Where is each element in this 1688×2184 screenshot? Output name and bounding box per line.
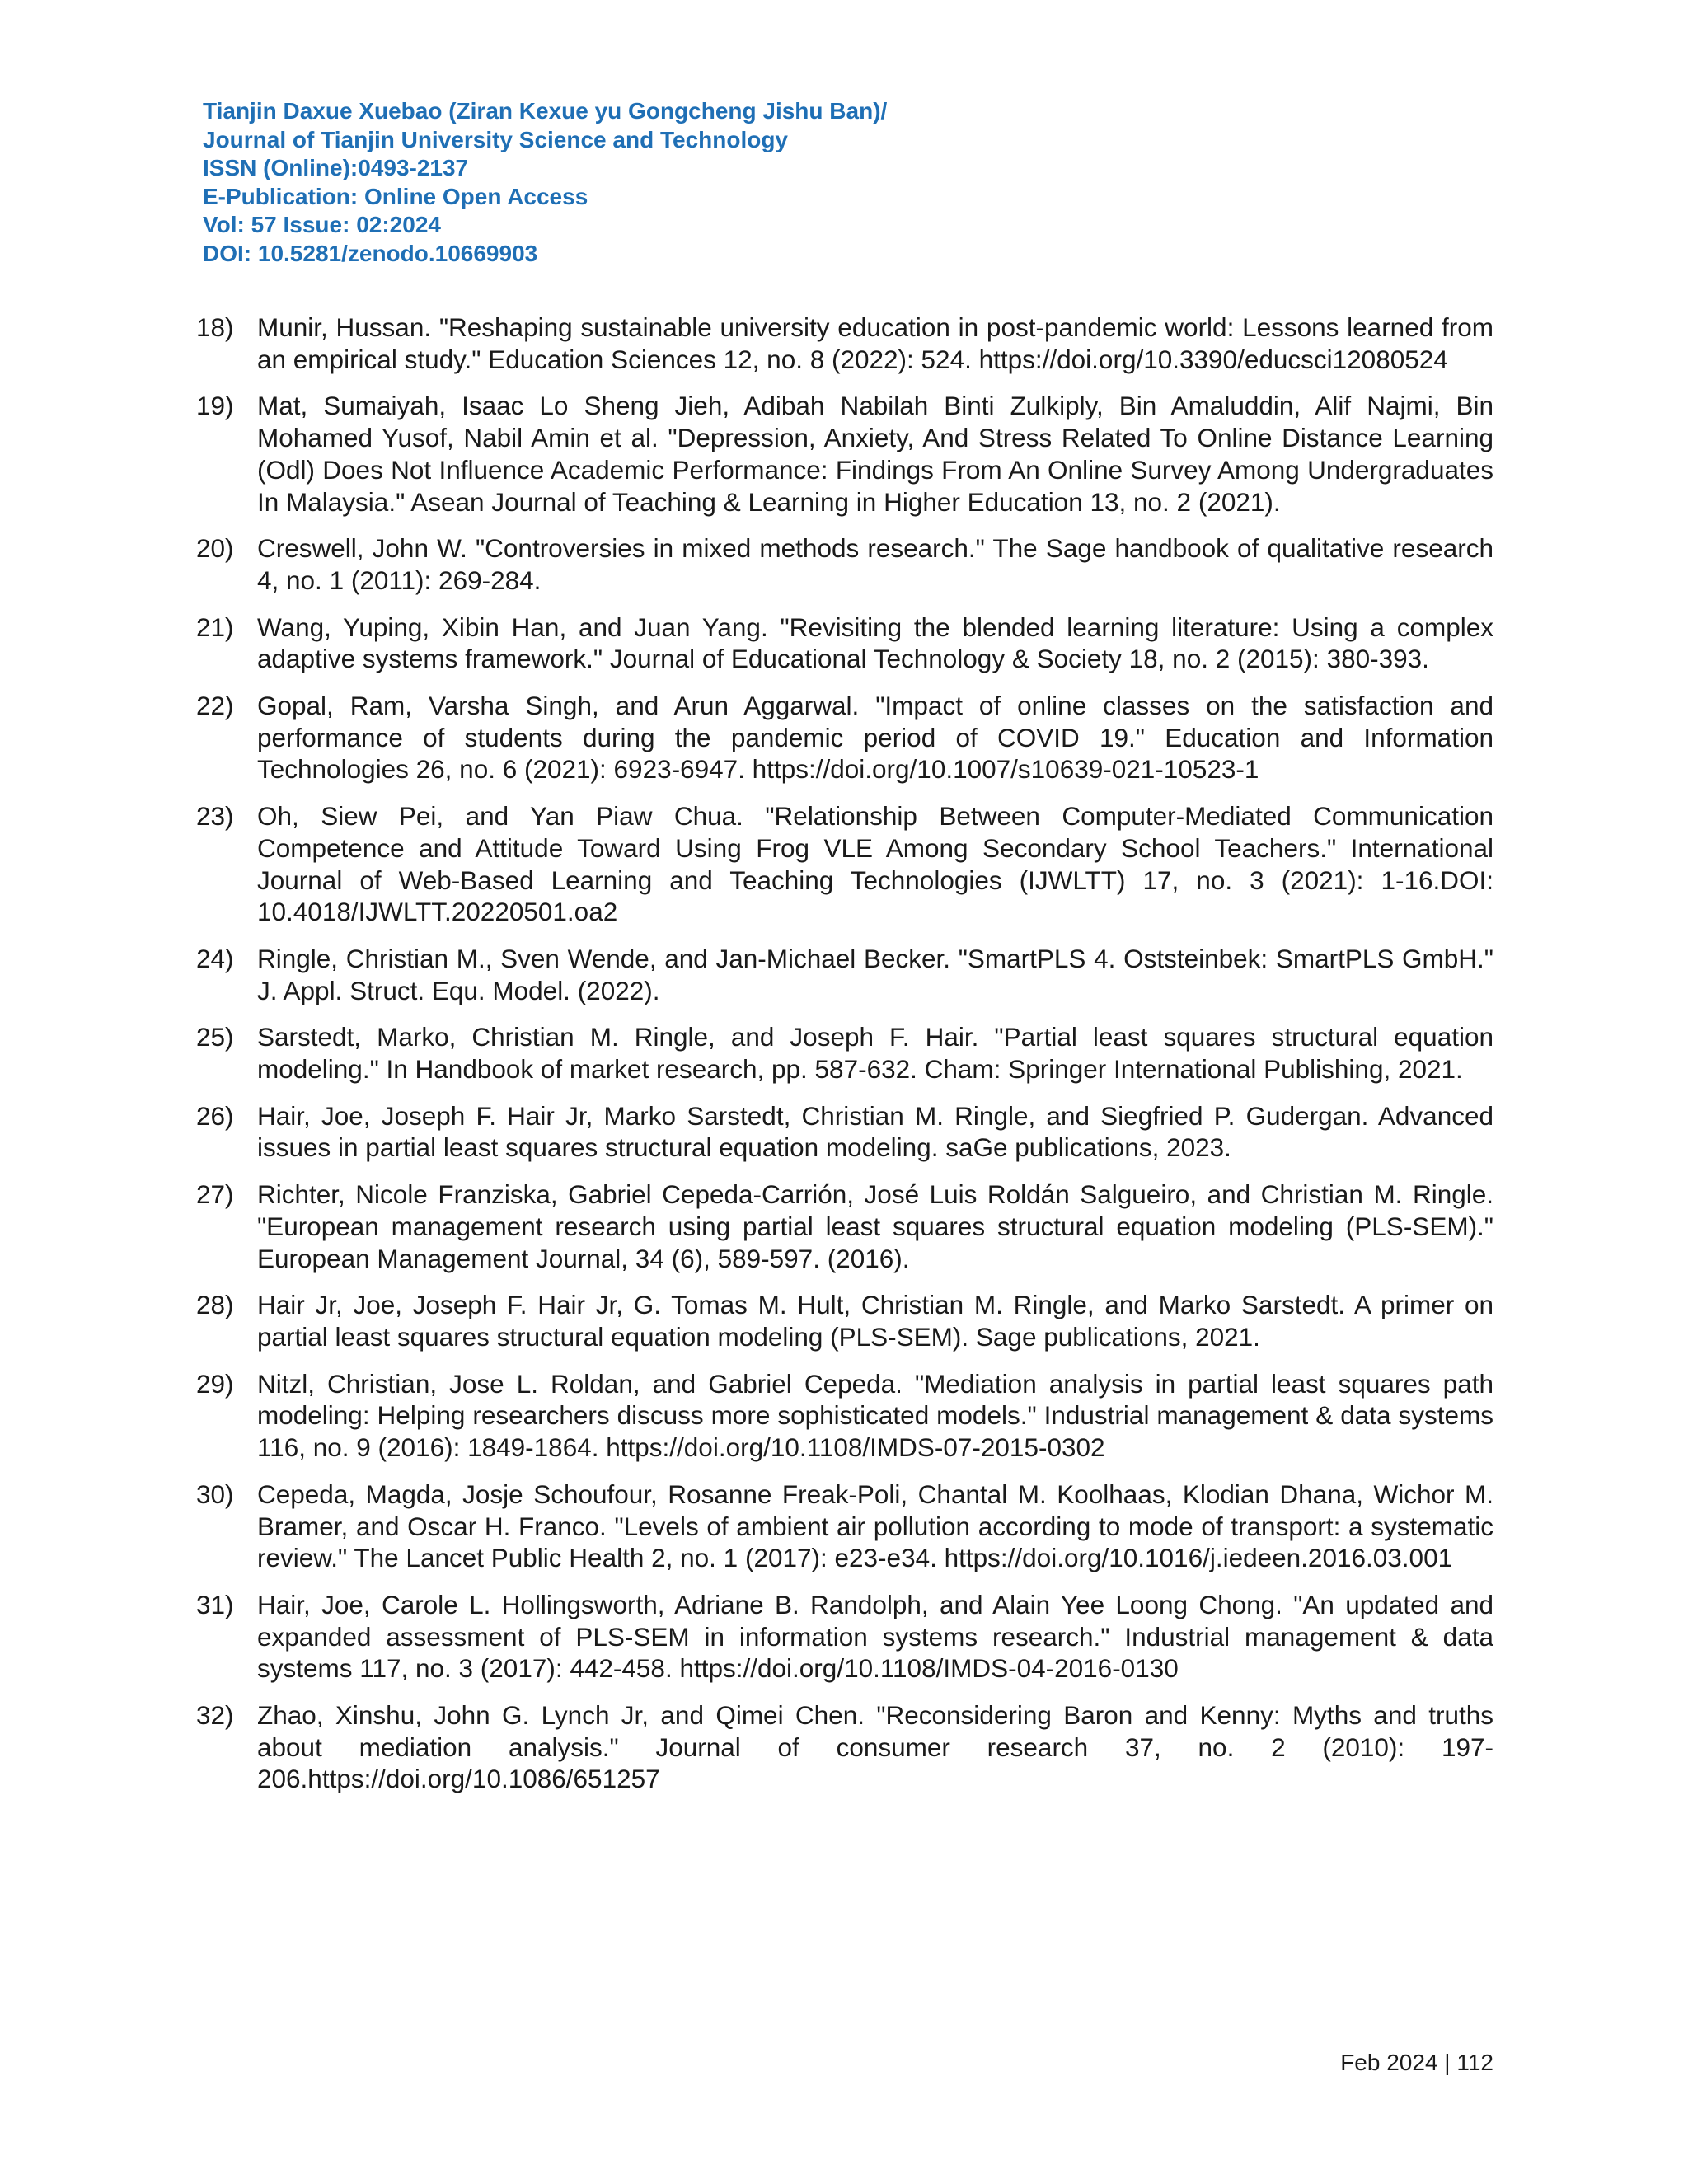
reference-text: Gopal, Ram, Varsha Singh, and Arun Aggarwal. "Impact of online classes on the satisfaction and performance of students during the pandemic period of COVID 19." Education and Information Technologies 26, no. 6 (2021): 6923-6947. https://doi.org/10.1007/s10639-021-10523-1 [257,691,1493,785]
reference-item [196,1699,1493,1795]
reference-number: 29) [196,1368,234,1399]
reference-number: 18) [196,312,234,342]
publication-type-line: E-Publication: Online Open Access [203,183,588,209]
reference-item [196,800,1493,928]
reference-list [196,312,1493,1810]
reference-item [196,1289,1493,1352]
reference-item [196,1100,1493,1164]
reference-item [196,943,1493,1006]
reference-number: 31) [196,1589,234,1619]
reference-text: Wang, Yuping, Xibin Han, and Juan Yang. "Revisiting the blended learning literature: Using a complex adaptive systems framework." Journal of Educational Technology & Society 18, no. 2 (2015): 380-393. [257,612,1493,674]
reference-item [196,312,1493,375]
reference-number: 23) [196,801,234,832]
reference-number: 21) [196,612,234,642]
reference-number: 22) [196,691,234,721]
reference-number: 27) [196,1179,234,1210]
reference-item [196,532,1493,596]
reference-item [196,1021,1493,1085]
reference-text: Hair, Joe, Carole L. Hollingsworth, Adriane B. Randolph, and Alain Yee Loong Chong. "An updated and expanded assessment of PLS-SEM in information systems research." Industrial management & data systems 117, no. 3 (2017): 442-458. https://doi.org/10.1108/IMDS-04-2016-0130 [257,1589,1493,1684]
reference-text: Zhao, Xinshu, John G. Lynch Jr, and Qimei Chen. "Reconsidering Baron and Kenny: Myths and truths about mediation analysis." Journal of consumer research 37, no. 2 (2010): 197-206.https://doi.org/10.1086/651257 [257,1700,1493,1794]
reference-text: Richter, Nicole Franziska, Gabriel Cepeda-Carrión, José Luis Roldán Salgueiro, and Christian M. Ringle. "European management research using partial least squares structural equation modeling (PLS-SEM)." European Management Journal, 34 (6), 589-597. (2016). [257,1179,1493,1273]
reference-text: Hair, Joe, Joseph F. Hair Jr, Marko Sarstedt, Christian M. Ringle, and Siegfried P. Gudergan. Advanced issues in partial least squares structural equation modeling. saGe publications, 2023. [257,1100,1493,1163]
reference-number: 28) [196,1290,234,1320]
reference-number: 25) [196,1022,234,1052]
journal-title-line: Tianjin Daxue Xuebao (Ziran Kexue yu Gongcheng Jishu Ban)/ [203,98,888,124]
reference-number: 24) [196,943,234,973]
doi-line: DOI: 10.5281/zenodo.10669903 [203,240,538,266]
reference-item [196,1179,1493,1274]
journal-header [203,97,1357,268]
reference-text: Ringle, Christian M., Sven Wende, and Jan-Michael Becker. "SmartPLS 4. Oststeinbek: SmartPLS GmbH." J. Appl. Struct. Equ. Model. (2022). [257,943,1493,1005]
reference-item [196,1589,1493,1685]
reference-text: Cepeda, Magda, Josje Schoufour, Rosanne Freak-Poli, Chantal M. Koolhaas, Klodian Dhana, Wichor M. Bramer, and Oscar H. Franco. "Levels of ambient air pollution according to mode of transport: a systematic review." The Lancet Public Health 2, no. 1 (2017): e23-e34. https://doi.org/10.1016/j.iedeen.2016.03.001 [257,1479,1493,1573]
reference-text: Creswell, John W. "Controversies in mixed methods research." The Sage handbook of qualitative research 4, no. 1 (2011): 269-284. [257,533,1493,595]
reference-number: 26) [196,1100,234,1131]
reference-item [196,390,1493,518]
issn-line: ISSN (Online):0493-2137 [203,155,469,180]
reference-item [196,612,1493,675]
journal-english-title: Journal of Tianjin University Science and Technology [203,126,789,152]
reference-number: 30) [196,1479,234,1509]
reference-number: 20) [196,533,234,564]
page-footer: Feb 2024 | 112 [1340,2050,1493,2075]
reference-item [196,1479,1493,1574]
reference-item [196,1368,1493,1464]
reference-text: Oh, Siew Pei, and Yan Piaw Chua. "Relationship Between Computer-Mediated Communication Competence and Attitude Toward Using Frog VLE Among Secondary School Teachers." International Journal of Web-Based Learning and Teaching Technologies (IJWLTT) 17, no. 3 (2021): 1-16.DOI: 10.4018/IJWLTT.20220501.oa2 [257,801,1493,927]
reference-text: Sarstedt, Marko, Christian M. Ringle, and Joseph F. Hair. "Partial least squares structural equation modeling." In Handbook of market research, pp. 587-632. Cham: Springer International Publishing, 2021. [257,1022,1493,1085]
reference-text: Mat, Sumaiyah, Isaac Lo Sheng Jieh, Adibah Nabilah Binti Zulkiply, Bin Amaluddin, Alif Najmi, Bin Mohamed Yusof, Nabil Amin et al. "Depression, Anxiety, And Stress Related To Online Distance Learning (Odl) Does Not Influence Academic Performance: Findings From An Online Survey Among Undergraduates In Malaysia." Asean Journal of Teaching & Learning in Higher Education 13, no. 2 (2021). [257,391,1493,517]
reference-text: Hair Jr, Joe, Joseph F. Hair Jr, G. Tomas M. Hult, Christian M. Ringle, and Marko Sarstedt. A primer on partial least squares structural equation modeling (PLS-SEM). Sage publications, 2021. [257,1290,1493,1352]
reference-number: 32) [196,1700,234,1731]
reference-text: Nitzl, Christian, Jose L. Roldan, and Gabriel Cepeda. "Mediation analysis in partial least squares path modeling: Helping researchers discuss more sophisticated models." Industrial management & data systems 116, no. 9 (2016): 1849-1864. https://doi.org/10.1108/IMDS-07-2015-0302 [257,1368,1493,1463]
reference-item [196,690,1493,785]
reference-text: Munir, Hussan. "Reshaping sustainable university education in post-pandemic world: Lessons learned from an empirical study." Education Sciences 12, no. 8 (2022): 524. https://doi.org/10.3390/educsci12080524 [257,312,1493,374]
reference-number: 19) [196,391,234,421]
volume-issue-line: Vol: 57 Issue: 02:2024 [203,212,441,237]
